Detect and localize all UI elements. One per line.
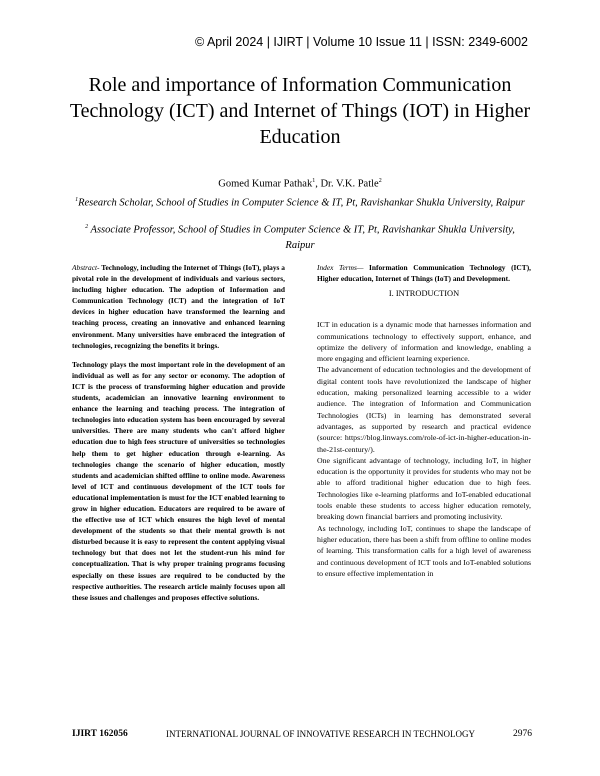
intro-paragraph-4: As technology, including IoT, continues to shape the landscape of higher education, there has been a shift from offline to online modes of learning. This transformation calls for a high level of awareness and continuous development of ICT tools and IoT-enabled solutions to ensure effective implementation in — [317, 523, 531, 578]
right-column — [317, 262, 531, 579]
intro-paragraph-3: One significant advantage of technology, including IoT, in higher education is the opportunity it provides for students who may not be able to afford traditional higher education due to high fees. Technologies like e-learning platforms and IoT-enabled educational tools enable these students to access higher education remotely, breaking down financial barriers and promoting inclusivity. — [317, 455, 531, 522]
affiliation-1-marker: 1 — [75, 197, 79, 203]
affiliation-2 — [72, 220, 528, 253]
left-column — [72, 262, 285, 603]
abstract-paragraph — [72, 262, 285, 351]
page-number: 2976 — [513, 729, 532, 739]
abstract-text: Technology, including the Internet of Things (IoT), plays a pivotal role in the development of individuals and various sectors, including higher education. The adoption of Information and Communication Technology (ICT) and the integration of IoT devices in higher education have transformed the learning and teaching process, creating an innovative and enhanced learning environment. Many universities have embraced the integration of technologies, recognizing the benefits it brings. — [72, 263, 285, 350]
intro-paragraph-1: ICT in education is a dynamic mode that harnesses information and communications technology to effectively support, enhance, and optimize the delivery of information and knowledge, enabling a more engaging and efficient learning experience. — [317, 320, 531, 364]
index-terms-label: Index Terms— — [317, 263, 364, 272]
intro-paragraph-2: The advancement of education technologies and the development of digital content tools have revolutionized the landscape of higher education, making personalized learning accessible to a wider audience. The integration of Information and Communication Technologies (ICTs) in learning has demonstrated several advantages, as supported by research and practical evidence (source: https://blog.linways.com/role-of-ict-in-higher-education-in-the-21st-century/). — [317, 365, 531, 454]
affiliation-2-text: Associate Professor, School of Studies in Computer Science & IT, Pt, Ravishankar Shukla University, Raipur — [90, 224, 515, 251]
affiliation-2-marker: 2 — [85, 224, 89, 230]
author-1-marker: 1 — [312, 178, 316, 184]
footer-paper-id: IJIRT 162056 — [72, 729, 128, 739]
footer-journal-name: INTERNATIONAL JOURNAL OF INNOVATIVE RESEARCH IN TECHNOLOGY — [166, 729, 475, 739]
affiliation-1 — [72, 193, 528, 211]
section-heading: I. INTRODUCTION — [388, 289, 460, 298]
author-line — [0, 178, 600, 190]
author-separator: , — [315, 178, 321, 190]
index-terms-text: Information Communication Technology (ICT), Higher education, Internet of Things (IoT) and Development. — [317, 263, 532, 283]
journal-header: © April 2024 | IJIRT | Volume 10 Issue 11 | ISSN: 2349-6002 — [194, 35, 528, 49]
paper-title: Role and importance of Information Communication Technology (ICT) and Internet of Things (IOT) in Higher Education — [69, 74, 531, 148]
author-2: Dr. V.K. Patle — [320, 178, 379, 190]
abstract-paragraph-2: Technology plays the most important role in the development of an individual as well as for any sector or economy. The adoption of ICT is the process of transforming higher education and provide students, academician an innovative learning environment to enhance the learning and teaching process. The integration of technologies into education system has been encouraged by several universities. There are many students who can't afford higher education due to high fees structure of universities so technologies help them to get higher education through e-learning. As technologies change the scenario of higher education, mostly students and academician shifted offline to online mode. Awareness level of ICT and continuous development of the ICT tools for educational implementation is must for the ICT enabled learning to grow in higher education. Educators are required to be aware of the effective use of ICT which ensures the high level of mental development of the students so that their mental growth is not disturbed because it is easy to represent the content applying visual technology but that does not let the student-run his mind for conceptualization. That is why proper training programs focusing especially on these issues are required to be conducted by the respective authorities. The research article mainly focuses upon all these issues and challenges and proposes effective solutions. — [72, 359, 285, 602]
affiliation-1-text: Research Scholar, School of Studies in Computer Science & IT, Pt, Ravishankar Shukla University, Raipur — [78, 197, 525, 209]
abstract-label: Abstract- — [72, 263, 100, 272]
author-2-marker: 2 — [378, 178, 382, 184]
author-1: Gomed Kumar Pathak — [218, 178, 313, 190]
index-terms — [317, 262, 531, 284]
